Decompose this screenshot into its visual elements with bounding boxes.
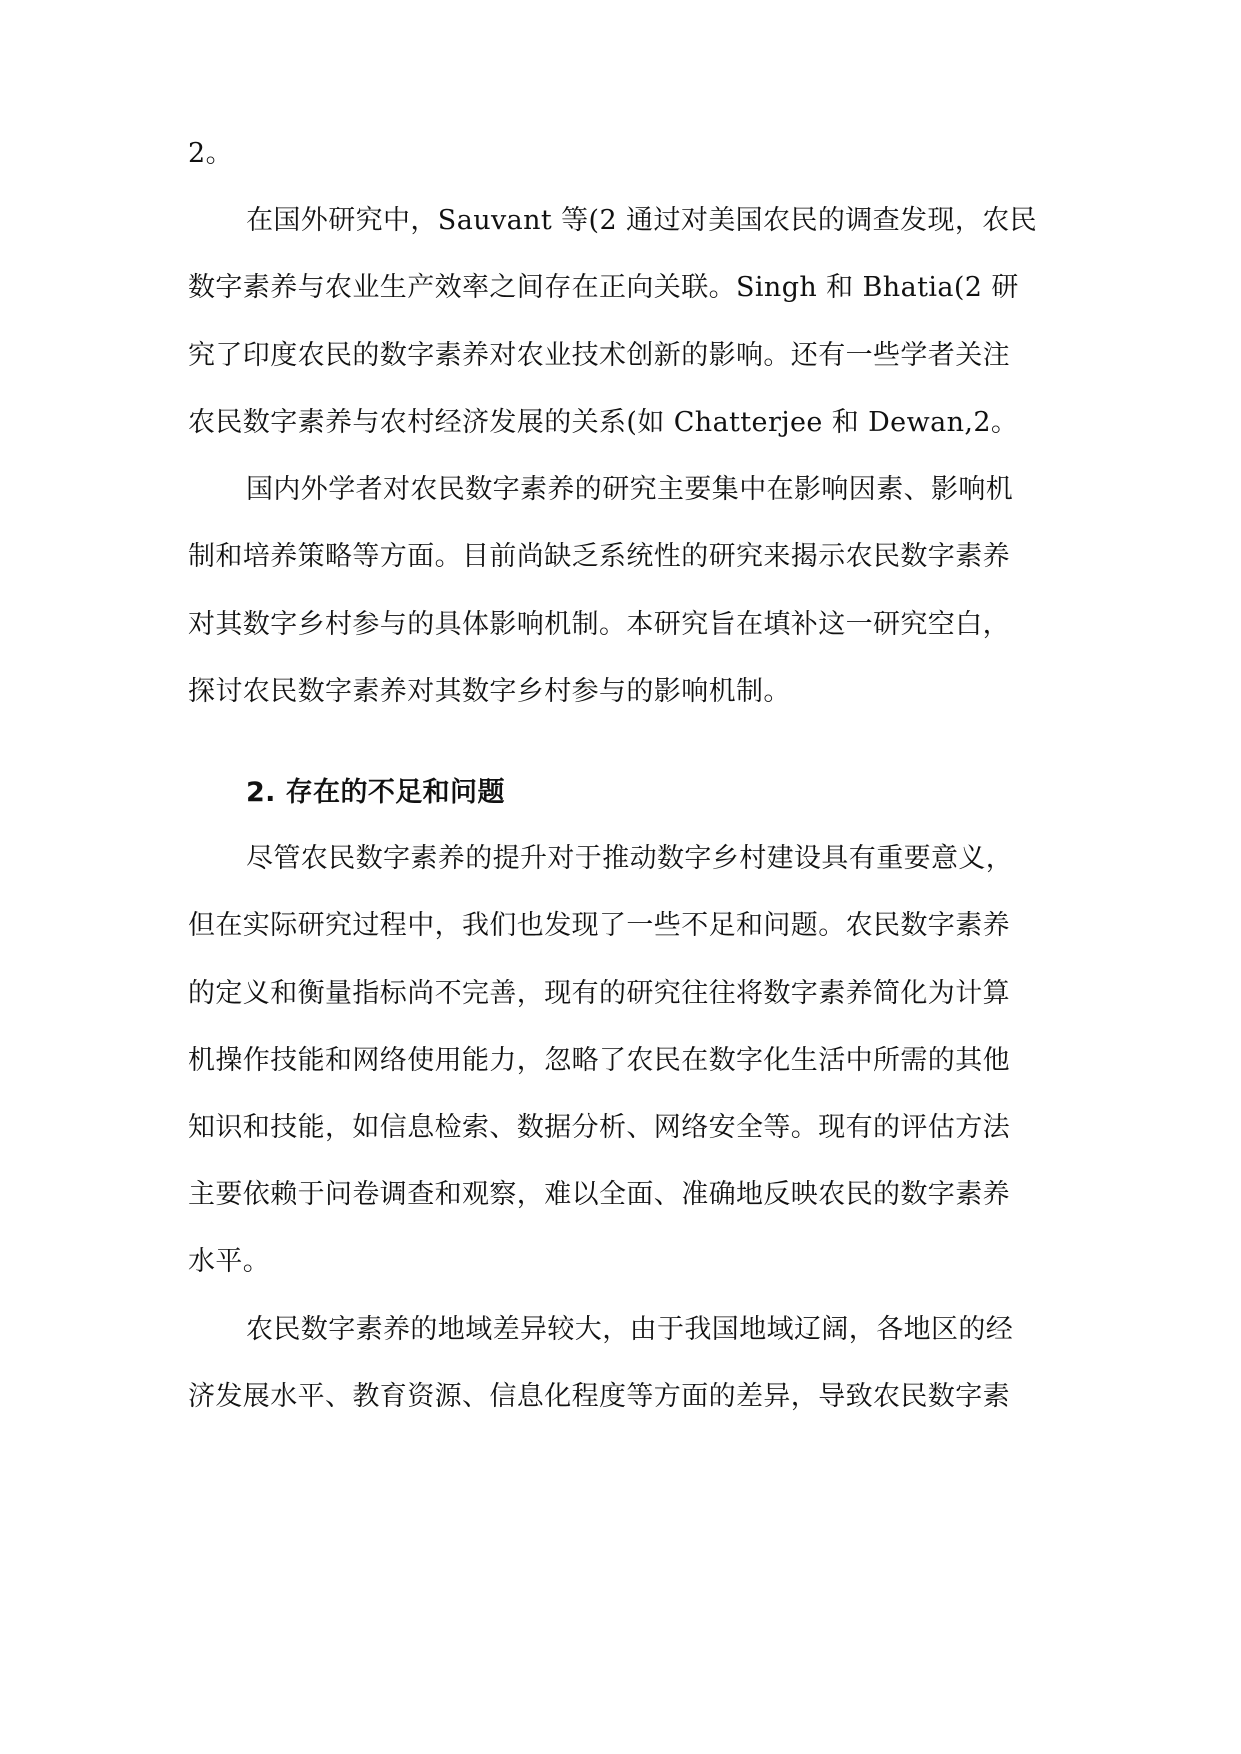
paragraph-2-line-4: 农民数字素养与农村经济发展的关系(如 Chatterjee 和 Dewan,2。 (188, 407, 1019, 438)
paragraph-1-tail: 2。 (188, 138, 233, 169)
paragraph-3-line-1: 国内外学者对农民数字素养的研究主要集中在影响因素、影响机 (246, 474, 1014, 505)
section-heading: 2. 存在的不足和问题 (246, 777, 505, 808)
paragraph-3-line-4: 探讨农民数字素养对其数字乡村参与的影响机制。 (188, 676, 791, 707)
paragraph-4-line-5: 知识和技能，如信息检索、数据分析、网络安全等。现有的评估方法 (188, 1112, 1010, 1143)
paragraph-5-line-2: 济发展水平、教育资源、信息化程度等方面的差异，导致农民数字素 (188, 1381, 1010, 1412)
paragraph-4-line-1: 尽管农民数字素养的提升对于推动数字乡村建设具有重要意义， (246, 843, 1014, 874)
paragraph-3-line-3: 对其数字乡村参与的具体影响机制。本研究旨在填补这一研究空白， (188, 609, 1010, 640)
paragraph-2-line-1: 在国外研究中，Sauvant 等(2 通过对美国农民的调查发现，农民 (246, 205, 1038, 236)
paragraph-3-line-2: 制和培养策略等方面。目前尚缺乏系统性的研究来揭示农民数字素养 (188, 541, 1010, 572)
paragraph-2-line-3: 究了印度农民的数字素养对农业技术创新的影响。还有一些学者关注 (188, 340, 1010, 371)
paragraph-5-line-1: 农民数字素养的地域差异较大，由于我国地域辽阔，各地区的经 (246, 1314, 1014, 1345)
paragraph-2-line-2: 数字素养与农业生产效率之间存在正向关联。Singh 和 Bhatia(2 研 (188, 272, 1019, 303)
paragraph-4-line-2: 但在实际研究过程中，我们也发现了一些不足和问题。农民数字素养 (188, 910, 1010, 941)
paragraph-4-line-4: 机操作技能和网络使用能力，忽略了农民在数字化生活中所需的其他 (188, 1045, 1010, 1076)
paragraph-4-line-6: 主要依赖于问卷调查和观察，难以全面、准确地反映农民的数字素养 (188, 1179, 1010, 1210)
paragraph-4-line-7: 水平。 (188, 1246, 271, 1277)
paragraph-4-line-3: 的定义和衡量指标尚不完善，现有的研究往往将数字素养简化为计算 (188, 978, 1010, 1009)
